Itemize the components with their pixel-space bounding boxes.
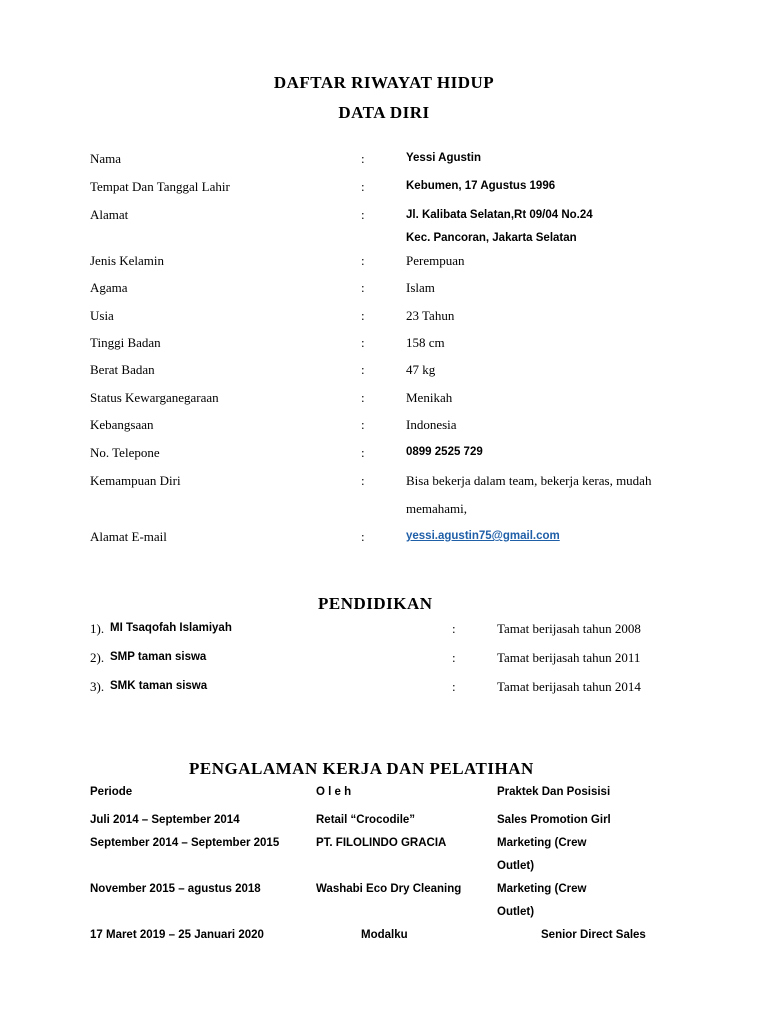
education-status: Tamat berijasah tahun 2014 [497, 679, 641, 694]
separator: : [452, 679, 456, 694]
work-period: Juli 2014 – September 2014 [90, 814, 240, 826]
label-kebangsaan: Kebangsaan [90, 417, 154, 432]
separator: : [361, 362, 365, 377]
separator: : [361, 179, 365, 194]
work-position: Marketing (Crew [497, 883, 587, 895]
work-period: September 2014 – September 2015 [90, 837, 280, 849]
label-agama: Agama [90, 280, 128, 295]
value-alamat-line2: Kec. Pancoran, Jakarta Selatan [406, 232, 577, 244]
value-jenis-kelamin: Perempuan [406, 253, 465, 268]
label-kemampuan-diri: Kemampuan Diri [90, 473, 181, 488]
separator: : [361, 473, 365, 488]
value-alamat-line1: Jl. Kalibata Selatan,Rt 09/04 No.24 [406, 209, 593, 221]
separator: : [361, 207, 365, 222]
label-tempat-tanggal-lahir: Tempat Dan Tanggal Lahir [90, 179, 230, 194]
label-alamat-email: Alamat E-mail [90, 529, 167, 544]
value-nama: Yessi Agustin [406, 152, 481, 164]
label-telepone: No. Telepone [90, 445, 160, 460]
work-position-line2: Outlet) [497, 906, 535, 918]
work-position-line2: Outlet) [497, 860, 535, 872]
value-tinggi-badan: 158 cm [406, 335, 445, 350]
label-jenis-kelamin: Jenis Kelamin [90, 253, 165, 268]
separator: : [452, 650, 456, 665]
separator: : [452, 621, 456, 636]
value-berat-badan: 47 kg [406, 362, 436, 377]
document-title: DAFTAR RIWAYAT HIDUP [273, 73, 495, 92]
section-title-data-diri: DATA DIRI [338, 103, 430, 122]
value-agama: Islam [406, 280, 435, 295]
separator: : [361, 529, 365, 544]
work-period: November 2015 – agustus 2018 [90, 883, 261, 895]
section-title-pendidikan: PENDIDIKAN [318, 594, 433, 613]
work-by: Modalku [361, 929, 408, 941]
work-by: Washabi Eco Dry Cleaning [316, 883, 462, 895]
education-status: Tamat berijasah tahun 2011 [497, 650, 641, 665]
label-alamat: Alamat [90, 207, 129, 222]
value-telepone: 0899 2525 729 [406, 446, 483, 458]
education-school: SMK taman siswa [110, 680, 208, 692]
column-header-periode: Periode [90, 786, 133, 798]
separator: : [361, 151, 365, 166]
work-position: Marketing (Crew [497, 837, 587, 849]
label-status-kewarganegaraan: Status Kewarganegaraan [90, 390, 219, 405]
value-kemampuan-diri-line2: memahami, [406, 501, 468, 516]
work-position: Senior Direct Sales [541, 929, 646, 941]
label-berat-badan: Berat Badan [90, 362, 155, 377]
education-number: 1). [90, 621, 105, 636]
work-position: Sales Promotion Girl [497, 814, 611, 826]
education-school: MI Tsaqofah Islamiyah [110, 622, 232, 634]
separator: : [361, 417, 365, 432]
value-kebangsaan: Indonesia [406, 417, 457, 432]
email-link[interactable]: yessi.agustin75@gmail.com [406, 530, 560, 542]
education-status: Tamat berijasah tahun 2008 [497, 621, 641, 636]
label-nama: Nama [90, 151, 122, 166]
value-usia: 23 Tahun [406, 308, 455, 323]
work-by: PT. FILOLINDO GRACIA [316, 837, 447, 849]
separator: : [361, 280, 365, 295]
column-header-oleh: O l e h [316, 786, 352, 798]
separator: : [361, 390, 365, 405]
label-tinggi-badan: Tinggi Badan [90, 335, 161, 350]
label-usia: Usia [90, 308, 114, 323]
value-tempat-tanggal-lahir: Kebumen, 17 Agustus 1996 [406, 180, 556, 192]
separator: : [361, 308, 365, 323]
column-header-posisi: Praktek Dan Posisisi [497, 786, 611, 798]
education-number: 2). [90, 650, 105, 665]
separator: : [361, 445, 365, 460]
education-number: 3). [90, 679, 105, 694]
work-period: 17 Maret 2019 – 25 Januari 2020 [90, 929, 264, 941]
value-kemampuan-diri-line1: Bisa bekerja dalam team, bekerja keras, mudah [406, 473, 652, 488]
value-status-kewarganegaraan: Menikah [406, 390, 453, 405]
work-by: Retail “Crocodile” [316, 814, 416, 826]
separator: : [361, 335, 365, 350]
education-school: SMP taman siswa [110, 651, 207, 663]
section-title-pengalaman: PENGALAMAN KERJA DAN PELATIHAN [189, 759, 534, 778]
separator: : [361, 253, 365, 268]
